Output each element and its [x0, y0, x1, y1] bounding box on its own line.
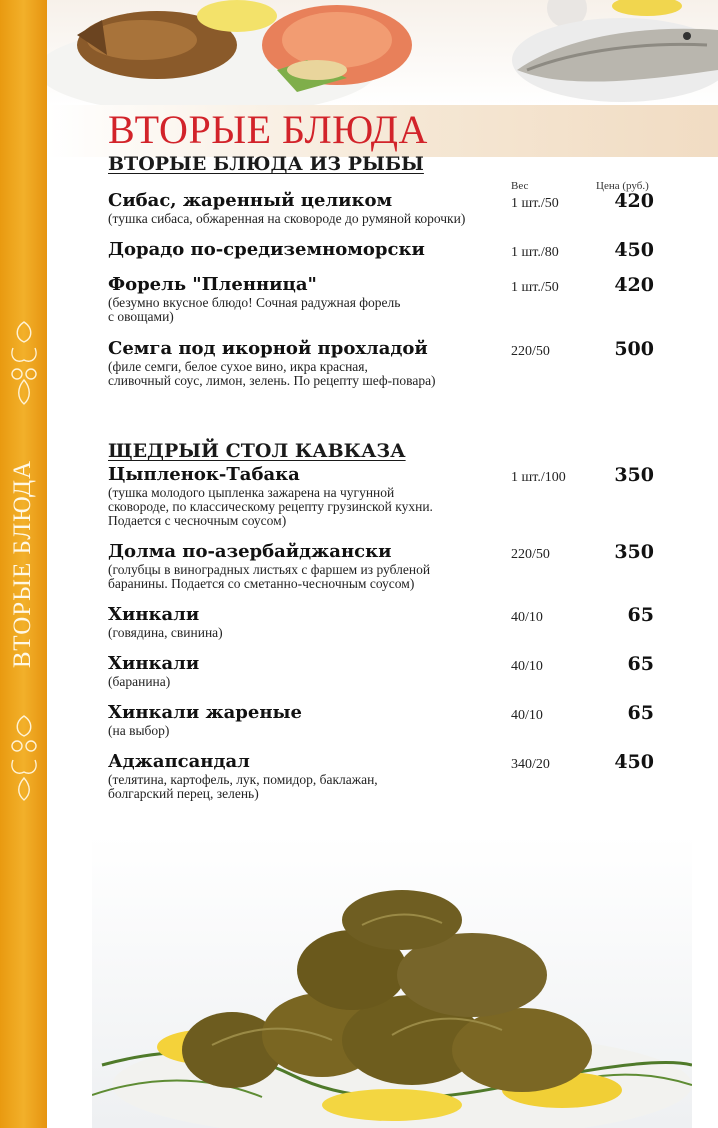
menu-item: [108, 751, 658, 801]
ornament-swirl-icon: [7, 712, 41, 802]
page-title: ВТОРЫЕ БЛЮДА: [108, 107, 428, 152]
sidebar-title: ВТОРЫЕ БЛЮДА: [9, 459, 36, 669]
item-name: Аджапсандал: [108, 751, 250, 772]
item-price: 450: [614, 751, 654, 773]
item-name: Хинкали жареные: [108, 702, 303, 723]
menu-item: [108, 464, 658, 528]
item-weight: 220/50: [511, 344, 550, 359]
ornament-swirl-icon: [7, 318, 41, 408]
menu-item: [108, 274, 658, 324]
item-description: (говядина, свинина): [108, 625, 223, 640]
item-description: (телятина, картофель, лук, помидор, баклажан, болгарский перец, зелень): [108, 772, 378, 801]
dolma-plate-photo: [92, 835, 692, 1128]
menu-item: [108, 604, 658, 640]
item-price: 350: [614, 464, 654, 486]
item-name: Дорадо по-средиземноморски: [108, 239, 425, 260]
menu-item: [108, 541, 658, 591]
item-name: Форель "Пленница": [108, 274, 317, 295]
column-header-price: Цена (руб.): [596, 180, 649, 192]
menu-item: [108, 239, 658, 261]
section-title-caucasus: ЩЕДРЫЙ СТОЛ КАВКАЗА: [108, 440, 406, 462]
item-price: 65: [627, 604, 654, 626]
item-price: 350: [614, 541, 654, 563]
item-weight: 1 шт./100: [511, 470, 566, 485]
sidebar-band: [0, 0, 47, 1128]
item-description: (тушка сибаса, обжаренная на сковороде до румяной корочки): [108, 211, 466, 226]
item-weight: 40/10: [511, 659, 543, 674]
item-price: 65: [627, 653, 654, 675]
item-price: 420: [614, 274, 654, 296]
menu-item: [108, 702, 658, 738]
item-weight: 1 шт./50: [511, 196, 559, 211]
item-description: (безумно вкусное блюдо! Сочная радужная форель с овощами): [108, 295, 401, 324]
column-header-weight: Вес: [511, 180, 529, 192]
item-weight: 220/50: [511, 547, 550, 562]
item-description: (филе семги, белое сухое вино, икра красная, сливочный соус, лимон, зелень. По рецепту шеф-повара): [108, 359, 436, 388]
menu-item: [108, 190, 658, 226]
item-weight: 340/20: [511, 757, 550, 772]
item-description: (баранина): [108, 674, 171, 689]
menu-item: [108, 338, 658, 388]
item-weight: 40/10: [511, 708, 543, 723]
item-description: (на выбор): [108, 723, 170, 738]
section-title-fish: ВТОРЫЕ БЛЮДА ИЗ РЫБЫ: [108, 153, 424, 175]
item-price: 65: [627, 702, 654, 724]
item-price: 500: [614, 338, 654, 360]
item-description: (голубцы в виноградных листьях с фаршем из рубленой баранины. Подается со сметанно-чесночным соусом): [108, 562, 431, 591]
item-name: Хинкали: [108, 604, 200, 625]
item-weight: 40/10: [511, 610, 543, 625]
item-name: Цыпленок-Табака: [108, 464, 300, 485]
item-price: 450: [614, 239, 654, 261]
item-weight: 1 шт./50: [511, 280, 559, 295]
item-description: (тушка молодого цыпленка зажарена на чугунной сковороде, по классическому рецепту грузинской кухни. Подается с чесночным соусом): [108, 485, 433, 528]
item-name: Хинкали: [108, 653, 200, 674]
fish-dishes-photo: [47, 0, 718, 105]
item-name: Долма по-азербайджански: [108, 541, 392, 562]
item-name: Сибас, жаренный целиком: [108, 190, 393, 211]
menu-item: [108, 653, 658, 689]
item-weight: 1 шт./80: [511, 245, 559, 260]
item-price: 420: [614, 190, 654, 212]
item-name: Семга под икорной прохладой: [108, 338, 428, 359]
